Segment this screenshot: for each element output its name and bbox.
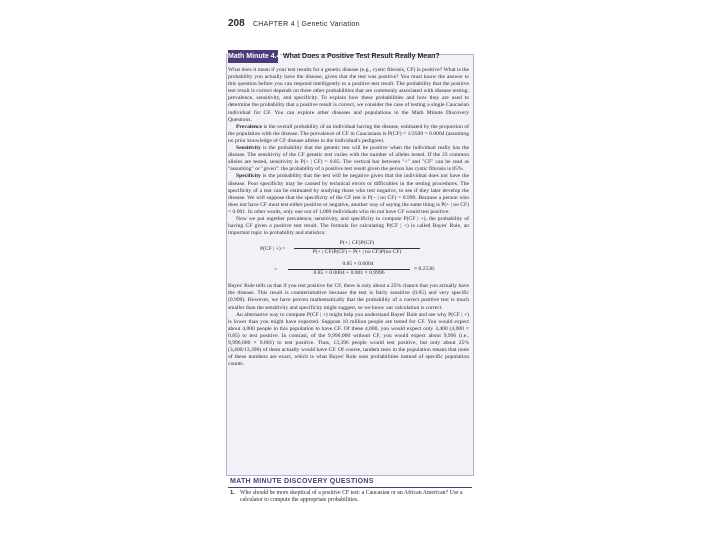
- paragraph-intro: What does it mean if your test results for a genetic disease (e.g., cystic fibrosis, CF) is positive? What is the probability you actually have the disease, given that the test was positive? You must know the answer to this question before you can respond intelligently to a positive test result. The probability that the positive test result is correct depends on three other probabilities that are commonly associated with disease testing: prevalence, sensitivity, and specificity. To explain how these probabilities and how they are used to determine the probability that a positive result is correct, we consider the case of testing a single Caucasian individual for CF. You can explore other diseases and populations in the Math Minute Discovery Questions.: [228, 67, 469, 123]
- question-text: Who should be more skeptical of a positive CF test: a Caucasian or an African American? Use a calculator to compute the appropriate probabilities.: [240, 490, 463, 504]
- term-specificity: Specificity: [236, 173, 261, 180]
- sensitivity-text: is the probability that the genetic test will be positive when the individual really has the disease. The sensitivity of the CF genetic test varies with the number of alleles tested. If the 23 common alleles are tested, sensitivity is P(+ | CF) = 0.85. The vertical bar between "+" and "CF" can be read as "assuming" or "given": the probability of a positive test result given the person has cystic fibrosis is 85%.: [228, 145, 469, 173]
- formula-denominator-values: 0.85 × 0.0004 + 0.001 × 0.9996: [313, 270, 385, 277]
- box-header: [228, 50, 470, 65]
- running-head: [228, 16, 488, 30]
- paragraph-bayes-intro: Now we put together prevalence, sensitivity, and specificity to compute P(CF | +), the probability of having CF given a positive test result. The formula for calculating P(CF | +) is called Bayes' Rule, an important topic in probability and statistics:: [228, 215, 469, 237]
- paragraph-interpretation: Bayes' Rule tells us that if you test positive for CF, there is only about a 25% chance that you actually have the disease. This result is counterintuitive because the test is fairly sensitive (0.85) and very specific (0.999). However, we have proven mathematically that the probability of a correct positive test is much smaller than the sensitivity and specificity might suggest, so we know our calculation is correct.: [228, 283, 469, 311]
- prevalence-text: is the overall probability of an individual having the disease, estimated by the proportion of the population with the disease. The prevalence of CF in Caucasians is P(CF) = 1/2500 = 0.0004 (assuming no prior knowledge of CF disease alleles in the individual's pedigree).: [228, 123, 469, 144]
- formula-numerator: P(+ | CF)P(CF): [339, 240, 375, 247]
- discovery-questions-title: MATH MINUTE DISCOVERY QUESTIONS: [230, 478, 374, 485]
- specificity-text: is the probability that the test will be negative given that the individual does not have the disease. Poor specificity may be caused by technical errors or difficulties in the testing procedures. The specificity of a test can be estimated by studying those who test negative, to see if they later develop the disease. We will suppose that the specificity of the CF test is P(− | no CF) = 0.999. Because a person who does not have CF must test either positive or negative, another way of saying the same thing is P(+ | no CF) = 0.001. In other words, only one out of 1,000 individuals who do not have CF would test positive.: [228, 173, 469, 215]
- paragraph-sensitivity: [228, 145, 469, 173]
- chapter-heading: CHAPTER 4 | Genetic Variation: [252, 21, 360, 28]
- discovery-question-item: [230, 490, 470, 510]
- paragraph-alternative: An alternative way to compute P(CF | +) might help you understand Bayes' Rule and see why P(CF | +) is lower than you might have expected. Suppose 10 million people are tested for CF. You would expect about 4,000 people in this population to have CF. Of these 4,000, you would expect only 3,400 (4,000 × 0.85) to test positive. In contrast, of the 9,996,000 without CF, you would expect about 9,996 (i.e., 9,996,000 × 0.001) to test positive. Thus, 13,396 people would test positive, but only about 25% (3,400/13,396) of them actually would have CF. Of course, tandem tests in the population means that none of these numbers are exact, which is what Bayes' Rule uses probabilities instead of specific population counts.: [228, 311, 469, 368]
- page-number: 208: [228, 18, 245, 29]
- paragraph-specificity: [228, 173, 469, 216]
- formula-lhs: P(CF | +) =: [260, 246, 286, 253]
- discovery-questions-rule: [228, 487, 472, 488]
- question-number: 1.: [230, 490, 235, 496]
- term-sensitivity: Sensitivity: [236, 145, 261, 152]
- formula-numerator-values: 0.85 × 0.0004: [342, 261, 374, 268]
- formula-denominator: P(+ | CF)P(CF) + P(+ | no CF)P(no CF): [312, 249, 402, 256]
- box-title: What Does a Positive Test Result Really Mean?: [283, 53, 440, 60]
- paragraph-prevalence: [228, 124, 469, 145]
- term-prevalence: Prevalence: [236, 123, 262, 130]
- box-tag: Math Minute 4.4: [228, 50, 278, 63]
- box-body: [228, 67, 469, 467]
- formula-equals: =: [274, 267, 278, 274]
- bayes-formula: [228, 240, 469, 280]
- formula-result: ≈ 0.2538.: [414, 266, 436, 273]
